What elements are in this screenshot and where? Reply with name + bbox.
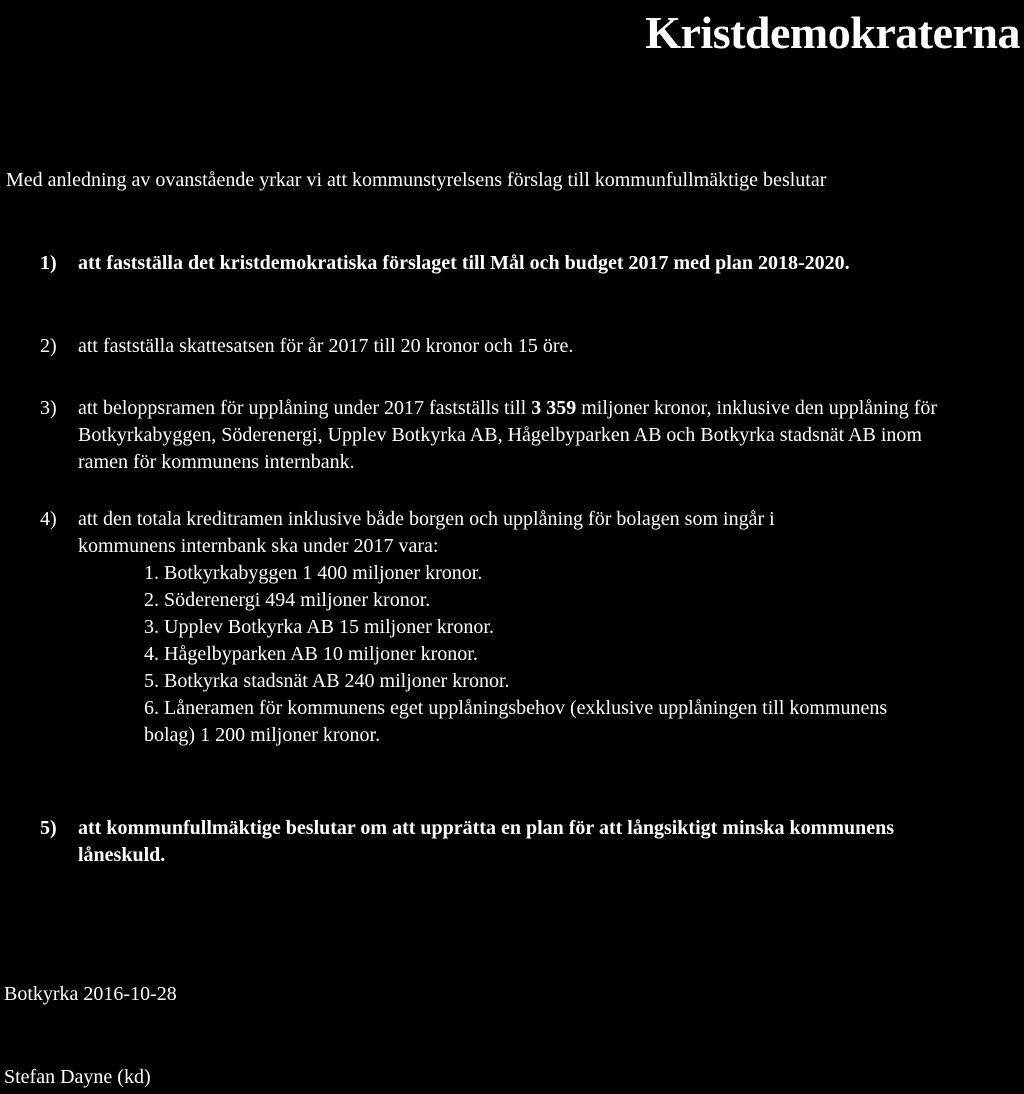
proposal-text: att fastställa det kristdemokratiska förslaget till Mål och budget 2017 med plan 2018-2020.: [78, 252, 850, 274]
intro-paragraph: Med anledning av ovanstående yrkar vi att kommunstyrelsens förslag till kommunfullmäktige beslutar: [6, 169, 827, 191]
proposal-number: 1): [40, 252, 57, 274]
signature-name: Stefan Dayne (kd): [4, 1066, 151, 1088]
place-date: Botkyrka 2016-10-28: [4, 983, 177, 1005]
proposal-item-3: [40, 395, 970, 476]
proposal-number: 4): [40, 508, 57, 530]
sublist-item: 2. Söderenergi 494 miljoner kronor.: [144, 589, 431, 611]
proposal-item-4: [40, 506, 970, 560]
proposal-item-1: [40, 250, 970, 277]
proposal-text: att fastställa skattesatsen för år 2017 till 20 kronor och 15 öre.: [78, 335, 574, 357]
sublist-item: 3. Upplev Botkyrka AB 15 miljoner kronor.: [144, 616, 494, 638]
proposal-number: 2): [40, 335, 57, 357]
sublist-item: 1. Botkyrkabyggen 1 400 miljoner kronor.: [144, 562, 483, 584]
proposal-text-after: miljoner kronor, inklusive den upplåning för Botkyrkabyggen, Söderenergi, Upplev Botkyrka AB, Hågelbyparken AB och Botkyrka stadsnät AB inom ramen för kommunens internbank.: [78, 397, 938, 473]
proposal-number: 5): [40, 817, 57, 839]
proposal-text: att kommunfullmäktige beslutar om att upprätta en plan för att långsiktigt minska kommunens låneskuld.: [78, 817, 895, 866]
proposal-item-5: [40, 815, 920, 869]
proposal-text-before: att beloppsramen för upplåning under 2017 fastställs till: [78, 397, 532, 419]
proposal-text: [78, 395, 970, 476]
proposal-item-2: [40, 333, 970, 360]
borrowing-amount: 3 359: [531, 397, 577, 419]
sublist-item: 5. Botkyrka stadsnät AB 240 miljoner kronor.: [144, 670, 510, 692]
proposal-number: 3): [40, 397, 57, 419]
sublist-item: 6. Låneramen för kommunens eget upplåningsbehov (exklusive upplåningen till kommunens bolag) 1 200 miljoner kronor.: [144, 697, 888, 746]
sublist-item: 4. Hågelbyparken AB 10 miljoner kronor.: [144, 643, 478, 665]
credit-limit-sublist: [130, 560, 930, 749]
party-name-header: Kristdemokraterna: [645, 7, 1020, 58]
proposal-text: att den totala kreditramen inklusive både borgen och upplåning för bolagen som ingår i kommunens internbank ska under 2017 vara:: [78, 508, 775, 557]
